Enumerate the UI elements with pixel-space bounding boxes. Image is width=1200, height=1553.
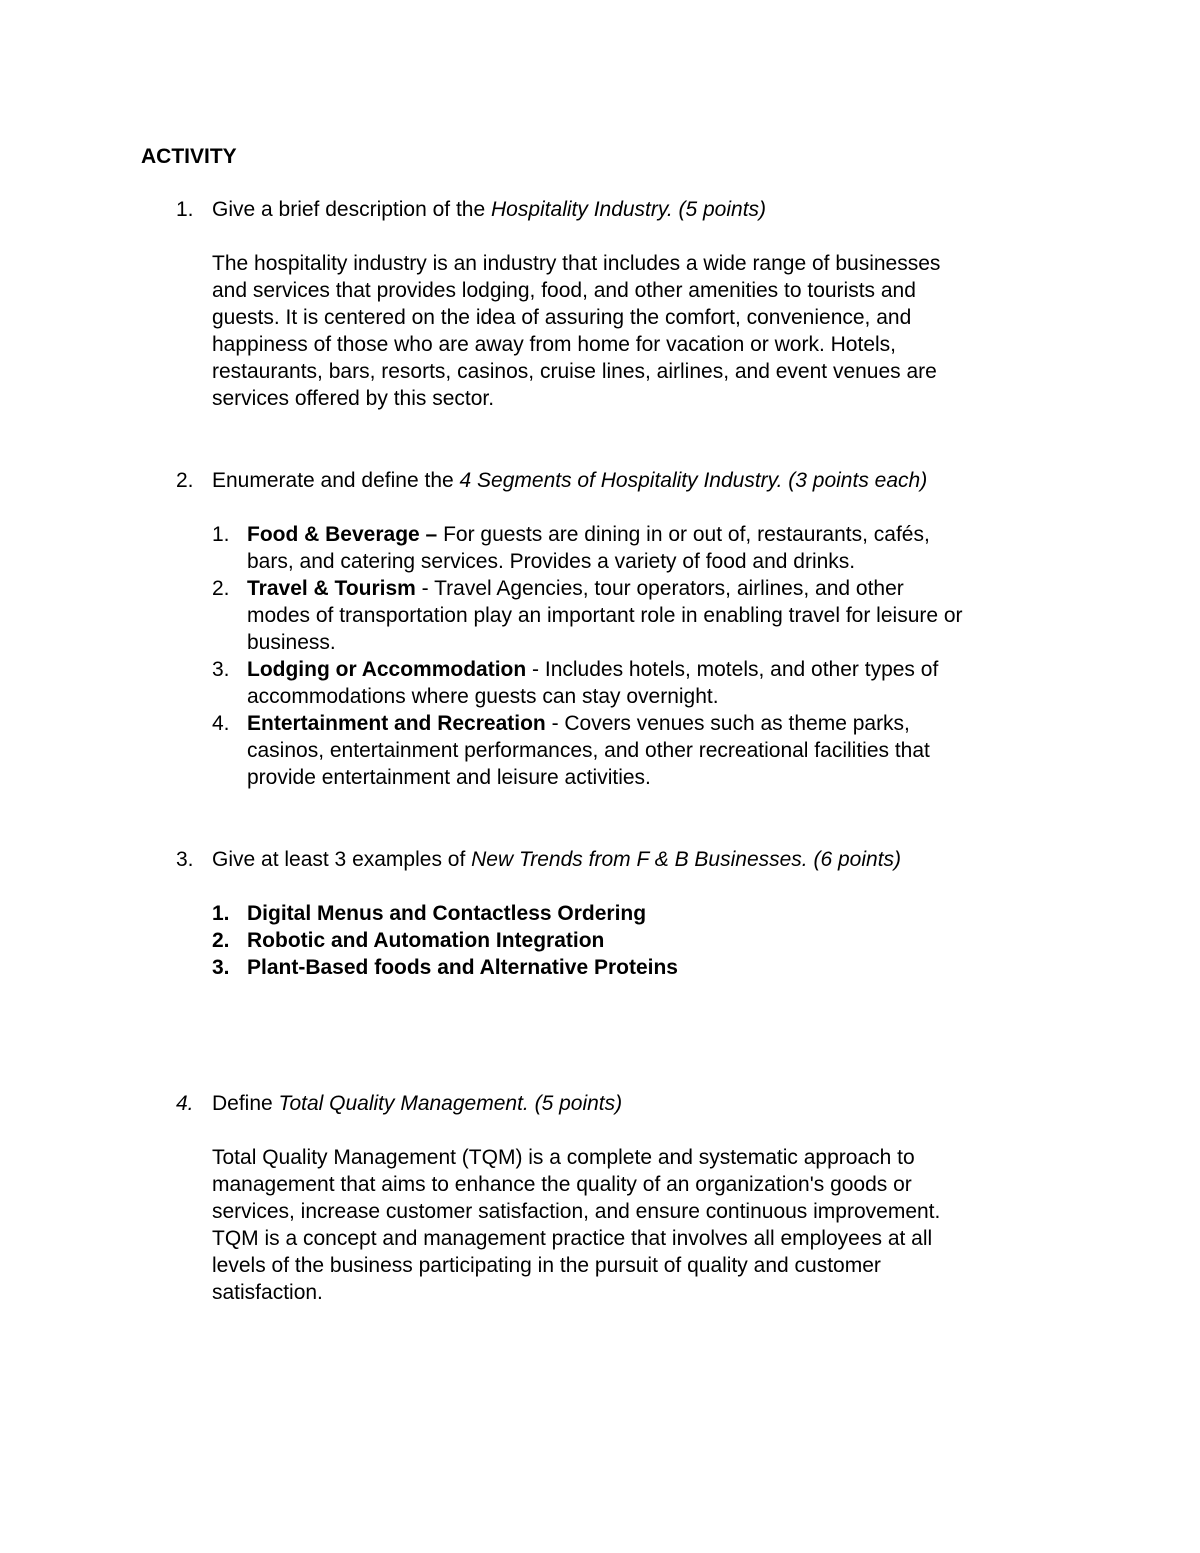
list-item <box>212 656 1062 710</box>
list-item <box>212 954 1062 981</box>
segment-definition: - Travel Agencies, tour operators, airlines, and other <box>415 577 904 600</box>
answer-line: The hospitality industry is an industry that includes a wide range of businesses <box>212 252 941 275</box>
question-number: 4. <box>176 1092 194 1115</box>
segment-definition: For guests are dining in or out of, restaurants, cafés, <box>437 523 930 546</box>
list-item <box>212 927 1062 954</box>
answer-1 <box>212 250 1042 412</box>
list-item-number: 3. <box>212 658 230 681</box>
list-item-number: 2. <box>212 577 230 600</box>
answer-line: services offered by this sector. <box>212 387 495 410</box>
answer-line: TQM is a concept and management practice that involves all employees at all <box>212 1227 933 1250</box>
question-emphasis: 4 Segments of Hospitality Industry. (3 points each) <box>459 469 928 492</box>
question-emphasis: Hospitality Industry. (5 points) <box>490 198 767 221</box>
trend-text: Digital Menus and Contactless Ordering <box>247 902 647 925</box>
answer-line: restaurants, bars, resorts, casinos, cruise lines, airlines, and event venues are <box>212 360 937 383</box>
list-item-number: 1. <box>212 523 230 546</box>
question-prefix: Enumerate and define the <box>212 469 460 492</box>
list-item <box>212 521 1062 575</box>
segment-term: Lodging or Accommodation <box>247 658 527 681</box>
question-text <box>212 846 901 873</box>
answer-line: services, increase customer satisfaction, and ensure continuous improvement. <box>212 1200 941 1223</box>
question-number: 1. <box>176 198 194 221</box>
question-prefix: Give a brief description of the <box>212 198 491 221</box>
segment-definition: accommodations where guests can stay overnight. <box>247 685 719 708</box>
segment-term: Entertainment and Recreation <box>247 712 546 735</box>
answer-line: Total Quality Management (TQM) is a complete and systematic approach to <box>212 1146 915 1169</box>
segments-list <box>212 521 1062 791</box>
question-text <box>212 467 927 494</box>
list-item-number: 1. <box>212 902 230 925</box>
page-title: ACTIVITY <box>141 145 237 168</box>
trend-text: Robotic and Automation Integration <box>247 929 605 952</box>
question-number: 2. <box>176 469 194 492</box>
question-prefix: Define <box>212 1092 279 1115</box>
answer-line: management that aims to enhance the quality of an organization's goods or <box>212 1173 912 1196</box>
segment-term: Food & Beverage – <box>247 523 438 546</box>
answer-line: happiness of those who are away from home for vacation or work. Hotels, <box>212 333 896 356</box>
segment-definition: provide entertainment and leisure activities. <box>247 766 651 789</box>
segment-definition: casinos, entertainment performances, and other recreational facilities that <box>247 739 930 762</box>
question-prefix: Give at least 3 examples of <box>212 848 472 871</box>
list-item <box>212 710 1062 791</box>
answer-4 <box>212 1144 1042 1306</box>
segment-definition: bars, and catering services. Provides a variety of food and drinks. <box>247 550 856 573</box>
answer-line: levels of the business participating in the pursuit of quality and customer <box>212 1254 881 1277</box>
segment-definition: - Covers venues such as theme parks, <box>545 712 910 735</box>
trends-list <box>212 900 1062 981</box>
segment-term: Travel & Tourism <box>247 577 416 600</box>
question-emphasis: Total Quality Management. (5 points) <box>278 1092 623 1115</box>
list-item <box>212 900 1062 927</box>
list-item-number: 4. <box>212 712 230 735</box>
question-text <box>212 196 766 223</box>
question-emphasis: New Trends from F & B Businesses. (6 points) <box>471 848 902 871</box>
segment-definition: modes of transportation play an important role in enabling travel for leisure or <box>247 604 963 627</box>
list-item-number: 3. <box>212 956 230 979</box>
answer-line: and services that provides lodging, food, and other amenities to tourists and <box>212 279 916 302</box>
answer-line: satisfaction. <box>212 1281 323 1304</box>
list-item-number: 2. <box>212 929 230 952</box>
question-number: 3. <box>176 848 194 871</box>
answer-line: guests. It is centered on the idea of assuring the comfort, convenience, and <box>212 306 912 329</box>
list-item <box>212 575 1062 656</box>
segment-definition: - Includes hotels, motels, and other types of <box>526 658 939 681</box>
segment-definition: business. <box>247 631 336 654</box>
question-text <box>212 1090 622 1117</box>
trend-text: Plant-Based foods and Alternative Proteins <box>247 956 678 979</box>
